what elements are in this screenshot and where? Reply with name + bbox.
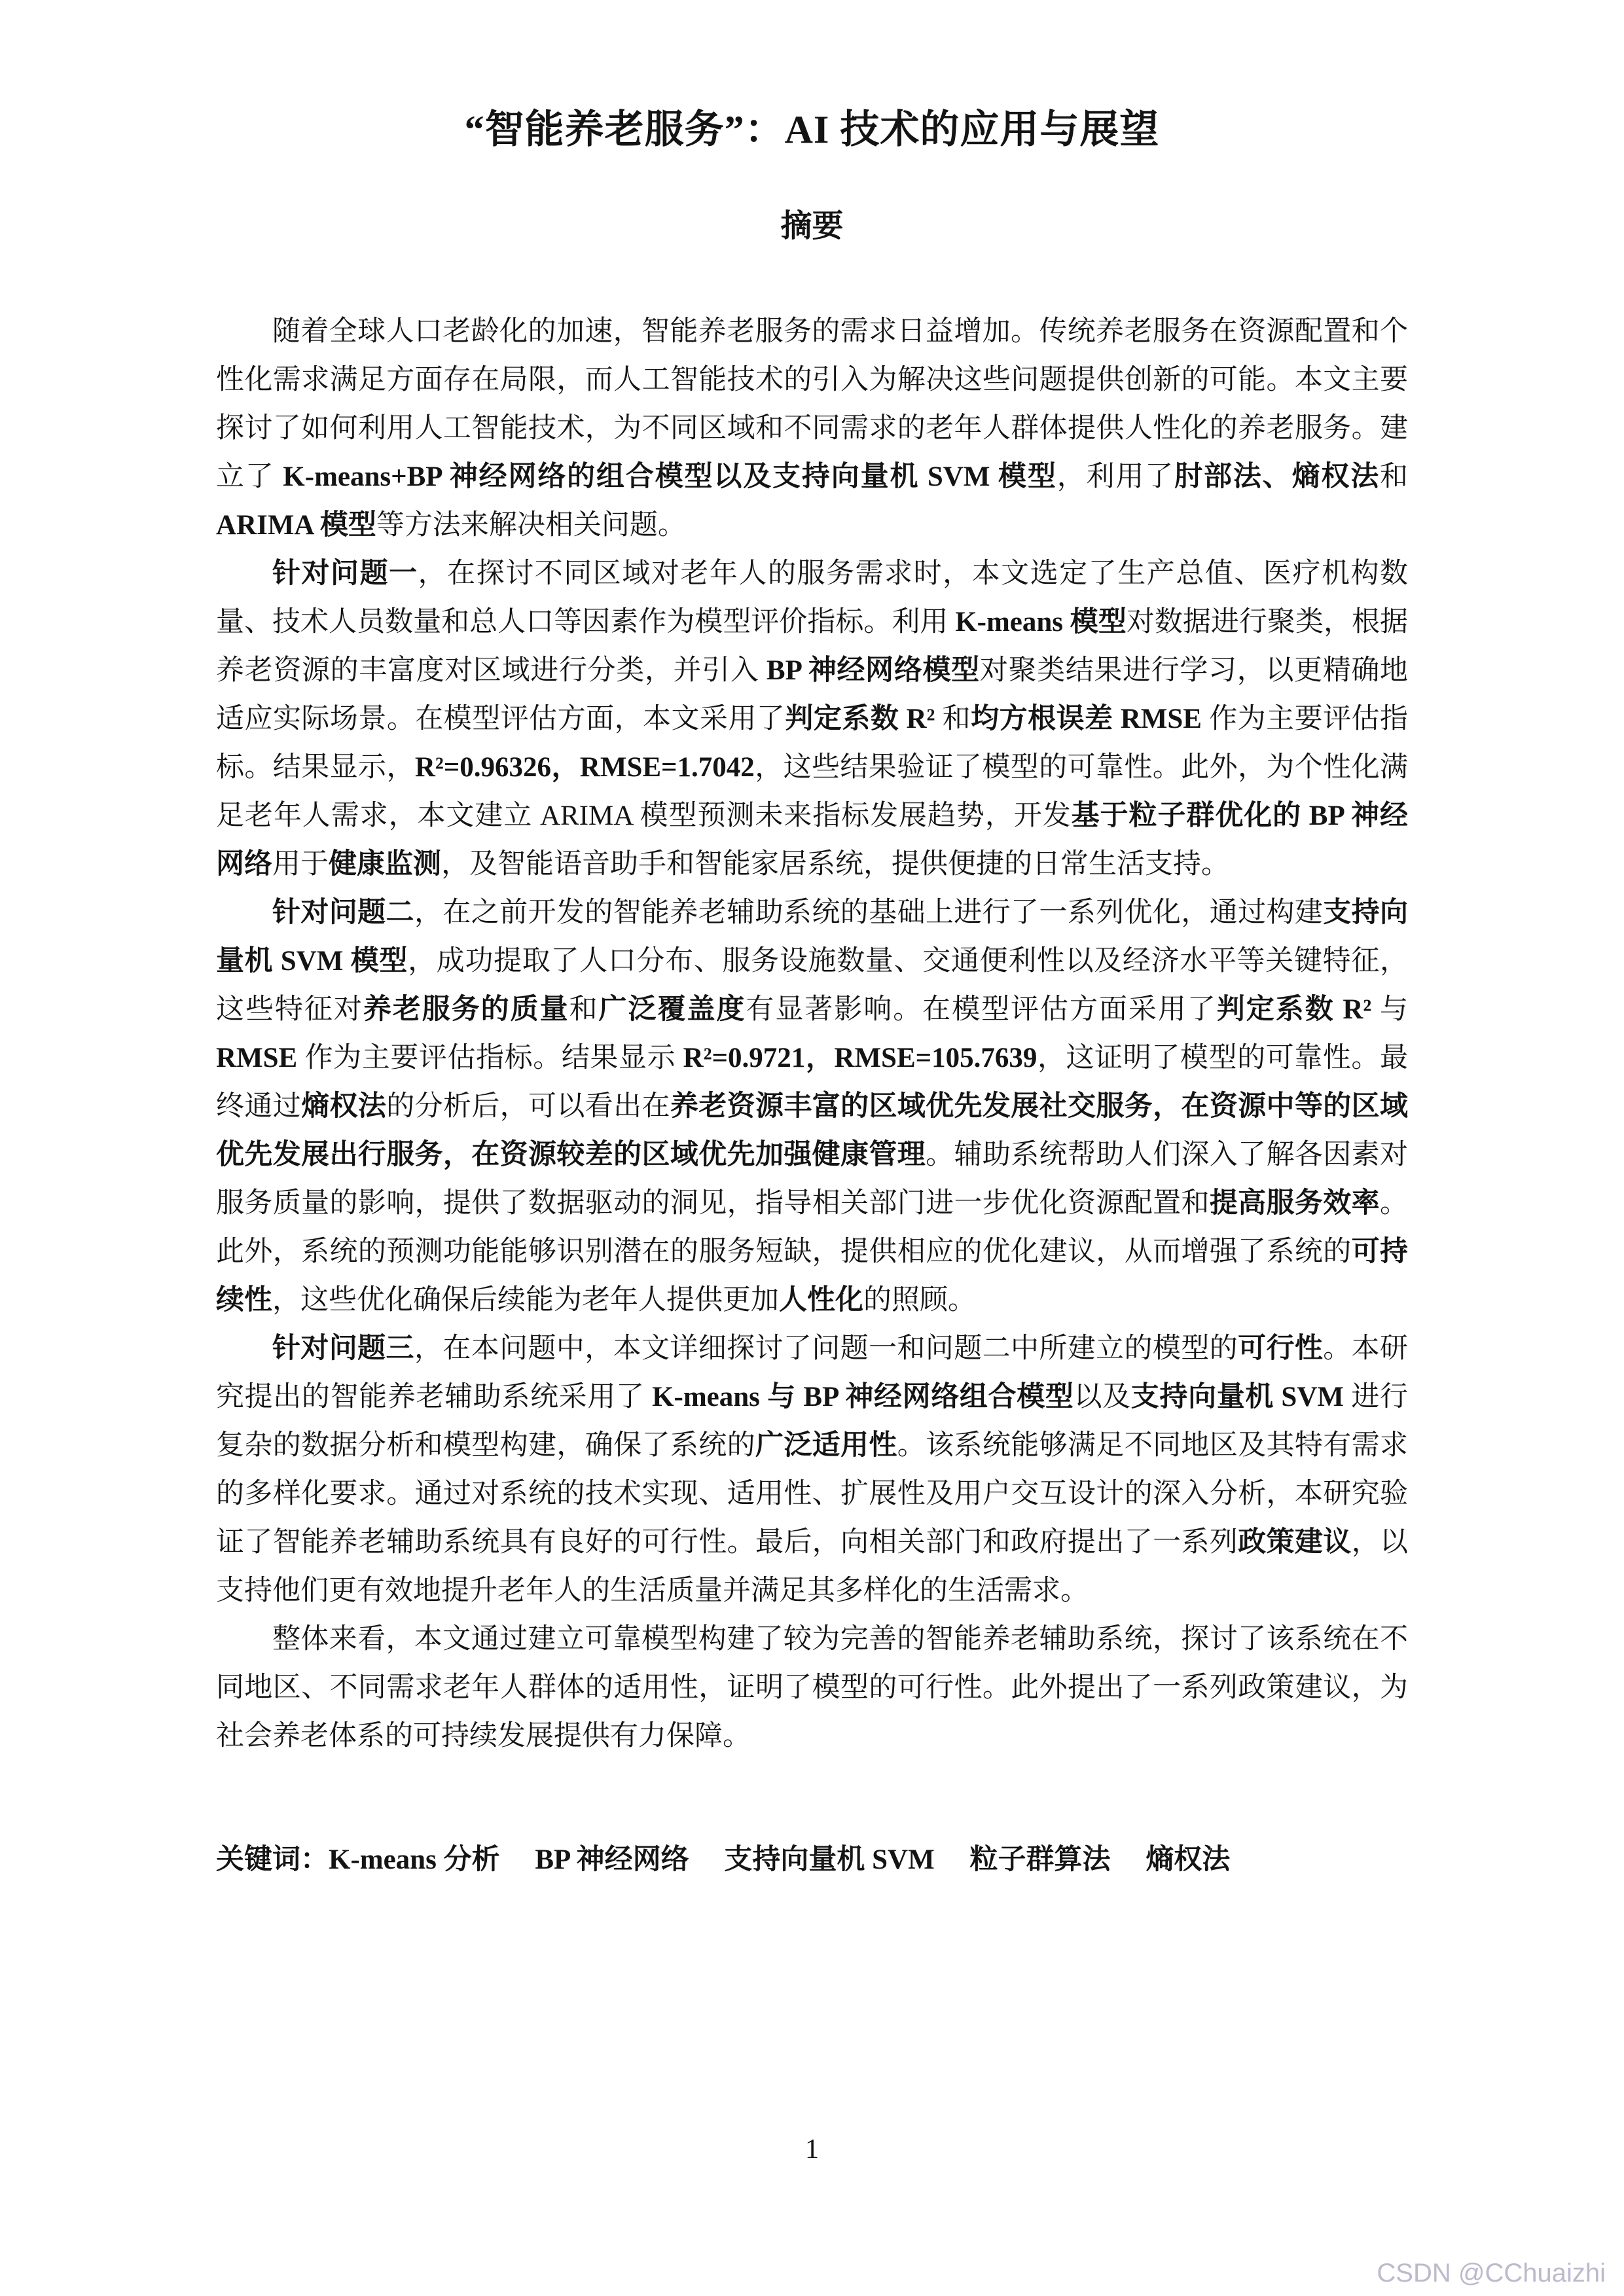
text-segment: 人性化 (779, 1285, 863, 1316)
text-segment: ，及智能语音助手和智能家居系统，提供便捷的日常生活支持。 (441, 849, 1229, 880)
keywords-line (216, 1836, 1408, 1884)
text-segment: 养老资源丰富的区域优先发展社交服务，在资源中等的区域优先发展出行服务，在资源较差的区域优先加强健康管理 (216, 1091, 1409, 1170)
text-segment: 支持向量机 SVM (1130, 1382, 1344, 1412)
abstract-paragraph-3 (216, 889, 1408, 1325)
text-segment: 广泛适用性 (755, 1430, 897, 1461)
text-segment: 和 (569, 994, 599, 1025)
text-segment: 。辅助系统帮助人们深入了解各因素对服务质量的影响，提供了数据驱动的洞见，指导相关部门进一步优化资源配置和 (216, 1139, 1409, 1219)
abstract-paragraph-5 (216, 1615, 1408, 1761)
text-segment: 与 (1371, 994, 1409, 1025)
text-segment: 均方根误差 RMSE (971, 704, 1202, 734)
text-segment: 可行性 (1238, 1333, 1324, 1364)
text-segment: ，在之前开发的智能养老辅助系统的基础上进行了一系列优化，通过构建 (414, 897, 1324, 928)
abstract-heading: 摘要 (780, 209, 844, 243)
paper-title: “智能养老服务”：AI 技术的应用与展望 (464, 108, 1160, 151)
text-segment: K-means 与 BP 神经网络组合模型 (652, 1382, 1074, 1412)
abstract-body (216, 308, 1408, 1884)
text-segment: 进行复杂的数据分析和模型构建，确保了系统的 (216, 1382, 1409, 1461)
text-segment: 关键词：K-means 分析 BP 神经网络 支持向量机 SVM 粒子群算法 熵权法 (216, 1844, 1231, 1875)
text-segment: 可持续性 (216, 1236, 1409, 1316)
text-segment: 针对问题三 (272, 1333, 414, 1364)
page-footer (0, 2134, 1624, 2165)
text-segment: 健康监测 (329, 849, 441, 880)
text-segment: ARIMA 模型 (216, 510, 376, 541)
text-segment: 对聚类结果进行学习，以更精确地适应实际场景。在模型评估方面，本文采用了 (216, 655, 1409, 734)
text-segment: 提高服务效率 (1209, 1188, 1380, 1219)
text-segment: 和 (1380, 461, 1409, 492)
text-segment: 。此外，系统的预测功能能够识别潜在的服务短缺，提供相应的优化建议，从而增强了系统的 (216, 1188, 1409, 1267)
text-segment: 。本研究提出的智能养老辅助系统采用了 (216, 1333, 1409, 1412)
text-segment: 针对问题二 (272, 897, 414, 928)
text-segment: 基于粒子群优化的 BP 神经网络 (216, 800, 1408, 880)
text-segment: 支持向量机 SVM 模型 (216, 897, 1409, 977)
text-segment: 养老服务的质量 (363, 994, 569, 1025)
text-segment: 作为主要评估指标。结果显示， (216, 704, 1409, 783)
text-segment: ，这证明了模型的可靠性。最终通过 (216, 1043, 1409, 1122)
text-segment: K-means+BP 神经网络的组合模型以及支持向量机 SVM 模型 (283, 461, 1057, 492)
abstract-paragraph-1 (216, 308, 1408, 550)
page-number: 1 (805, 2134, 819, 2164)
text-segment: RMSE (216, 1043, 298, 1073)
text-segment: ，利用了 (1056, 461, 1175, 492)
text-segment: ，成功提取了人口分布、服务设施数量、交通便利性以及经济水平等关键特征，这些特征对 (216, 946, 1408, 1025)
text-segment: 针对问题一 (272, 558, 418, 589)
text-segment: 整体来看，本文通过建立可靠模型构建了较为完善的智能养老辅助系统，探讨了该系统在不同地区、不同需求老年人群体的适用性，证明了模型的可行性。此外提出了一系列政策建议，为社会养老体系的可持续发展提供有力保障。 (216, 1624, 1408, 1751)
text-segment: 判定系数 R² (1216, 994, 1372, 1025)
text-segment: 等方法来解决相关问题。 (376, 510, 686, 541)
text-segment: BP 神经网络模型 (766, 655, 980, 686)
text-segment: 判定系数 R² (785, 704, 935, 734)
text-segment: 作为主要评估指标。结果显示 (297, 1043, 683, 1073)
text-segment: R²=0.9721，RMSE=105.7639 (683, 1043, 1038, 1073)
abstract-paragraph-2 (216, 550, 1408, 889)
abstract-paragraph-4 (216, 1325, 1408, 1615)
text-segment: 的分析后，可以看出在 (386, 1091, 670, 1122)
text-segment: 肘部法、熵权法 (1174, 461, 1380, 492)
text-segment: ，在探讨不同区域对老年人的服务需求时，本文选定了生产总值、医疗机构数量、技术人员数量和总人口等因素作为模型评价指标。利用 (216, 558, 1409, 637)
text-segment: 有显著影响。在模型评估方面采用了 (746, 994, 1217, 1025)
text-segment: 。该系统能够满足不同地区及其特有需求的多样化要求。通过对系统的技术实现、适用性、扩展性及用户交互设计的深入分析，本研究验证了智能养老辅助系统具有良好的可行性。最后，向相关部门和政府提出了一系列 (216, 1430, 1409, 1558)
text-segment: 的照顾。 (863, 1285, 976, 1316)
text-segment: 用于 (272, 849, 329, 880)
text-segment: 广泛覆盖度 (598, 994, 746, 1025)
watermark-text: CSDN @CChuaizhi (1377, 2259, 1606, 2287)
text-segment: 政策建议 (1238, 1527, 1352, 1558)
text-segment: ，在本问题中，本文详细探讨了问题一和问题二中所建立的模型的 (414, 1333, 1238, 1364)
text-segment: 以及 (1074, 1382, 1131, 1412)
text-segment: 熵权法 (301, 1091, 387, 1122)
text-segment: K-means 模型 (955, 607, 1127, 637)
text-segment: ，以支持他们更有效地提升老年人的生活质量并满足其多样化的生活需求。 (216, 1527, 1409, 1606)
text-segment: ，这些优化确保后续能为老年人提供更加 (272, 1285, 779, 1316)
text-segment: 和 (935, 704, 971, 734)
text-segment: ，这些结果验证了模型的可靠性。此外，为个性化满足老年人需求，本文建立 ARIMA 模型预测未来指标发展趋势，开发 (216, 752, 1409, 831)
text-segment: 对数据进行聚类，根据养老资源的丰富度对区域进行分类，并引入 (216, 607, 1408, 686)
text-segment: 随着全球人口老龄化的加速，智能养老服务的需求日益增加。传统养老服务在资源配置和个性化需求满足方面存在局限，而人工智能技术的引入为解决这些问题提供创新的可能。本文主要探讨了如何利用人工智能技术，为不同区域和不同需求的老年人群体提供人性化的养老服务。建立了 (216, 316, 1408, 492)
text-segment: R²=0.96326，RMSE=1.7042 (414, 752, 755, 783)
